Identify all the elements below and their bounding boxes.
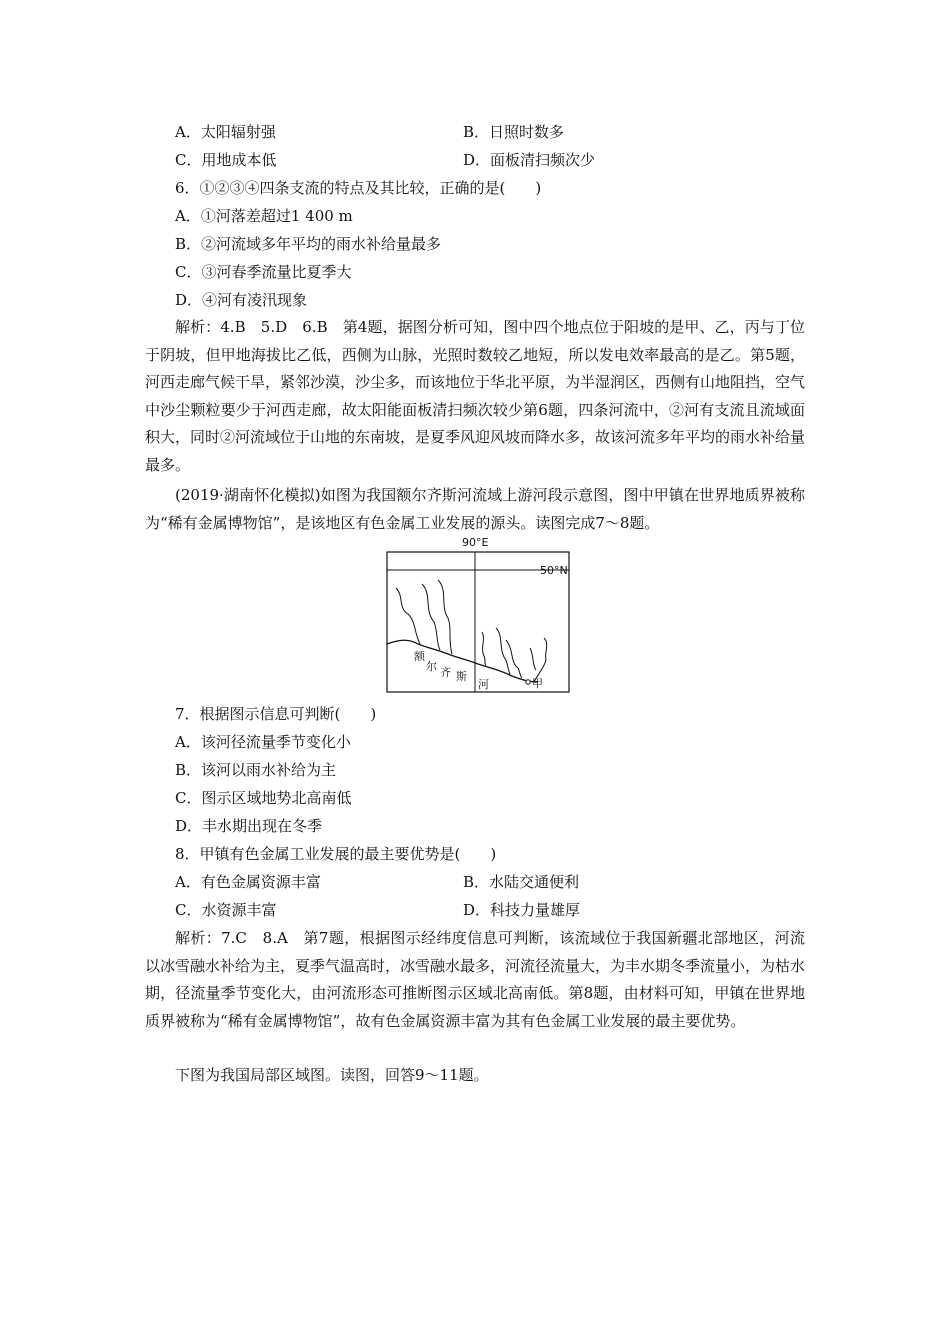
q8-option-d: D．科技力量雄厚 [463,901,581,919]
river-char-4: 斯 [456,670,467,683]
tributary-8 [530,648,536,670]
q7-option-a: A．该河径流量季节变化小 [175,733,351,751]
q6-option-a: A．①河落差超过1 400 m [175,207,353,225]
q8-option-b: B．水陆交通便利 [463,873,580,891]
tributary-4 [482,632,486,666]
tributary-5 [496,628,510,674]
town-marker [526,680,530,684]
q8-option-c: C．水资源丰富 [175,901,277,919]
tributary-3 [438,580,452,654]
lat-label: 50°N [540,564,568,577]
q7-option-d: D．丰水期出现在冬季 [175,817,323,835]
river-char-1: 额 [414,650,425,663]
lon-label: 90°E [462,536,489,549]
q5-option-a: A．太阳辐射强 [175,123,276,141]
irtysh-river-map [378,536,578,696]
tributary-2 [422,584,440,650]
river-char-3: 齐 [440,666,451,679]
intro-q9-11: 下图为我国局部区域图。读图，回答9～11题。 [175,1066,489,1084]
q7-option-c: C．图示区域地势北高南低 [175,789,352,807]
q7-option-b: B．该河以雨水补给为主 [175,761,337,779]
analysis-q7-8: 解析：7.C 8.A 第7题，根据图示经纬度信息可判断，该流域位于我国新疆北部地区，河流以冰雪融水补给为主，夏季气温高时，冰雪融水最多，河流径流量大，为丰水期冬季流量小，为枯水期，径流量季节变化大，由河流形态可推断图示区域北高南低。第8题，由材料可知，甲镇在世界地质界被称为“稀有金属博物馆”，故有色金属资源丰富为其有色金属工业发展的最主要优势。 [145,929,806,1030]
q5-option-d: D．面板清扫频次少 [463,151,596,169]
tributary-7 [534,638,547,682]
intro-q7-8: (2019·湖南怀化模拟)如图为我国额尔齐斯河流域上游河段示意图，图中甲镇在世界地质界被称为“稀有金属博物馆”，是该地区有色金属工业发展的源头。读图完成7～8题。 [145,486,805,532]
q8-option-a: A．有色金属资源丰富 [175,873,321,891]
analysis-q4-6: 解析：4.B 5.D 6.B 第4题，据图分析可知，图中四个地点位于阳坡的是甲、乙，丙与丁位于阴坡，但甲地海拔比乙低，西侧为山脉，光照时数较乙地短，所以发电效率最高的是乙。第5题，河西走廊气候干旱，紧邻沙漠，沙尘多，而该地位于华北平原，为半湿润区，西侧有山地阻挡，空气中沙尘颗粒要少于河西走廊，故太阳能面板清扫频次较少第6题，四条河流中，②河有支流且流域面积大，同时②河流域位于山地的东南坡，是夏季风迎风坡而降水多，故该河流多年平均的雨水补给量最多。 [145,318,806,474]
q6-option-d: D．④河有凌汛现象 [175,291,308,309]
q6-option-b: B．②河流域多年平均的雨水补给量最多 [175,235,442,253]
q6-option-c: C．③河春季流量比夏季大 [175,263,352,281]
tributary-1 [396,588,420,644]
map-svg [378,536,578,696]
q8-stem: 8．甲镇有色金属工业发展的最主要优势是( ) [175,845,497,863]
q6-stem: 6．①②③④四条支流的特点及其比较，正确的是( ) [175,179,542,197]
q7-stem: 7．根据图示信息可判断( ) [175,705,377,723]
river-char-2: 尔 [426,660,437,673]
tributary-6 [506,640,522,678]
river-char-5: 河 [478,678,489,691]
town-label: 甲 [532,677,543,690]
q5-option-b: B．日照时数多 [463,123,565,141]
q5-option-c: C．用地成本低 [175,151,277,169]
